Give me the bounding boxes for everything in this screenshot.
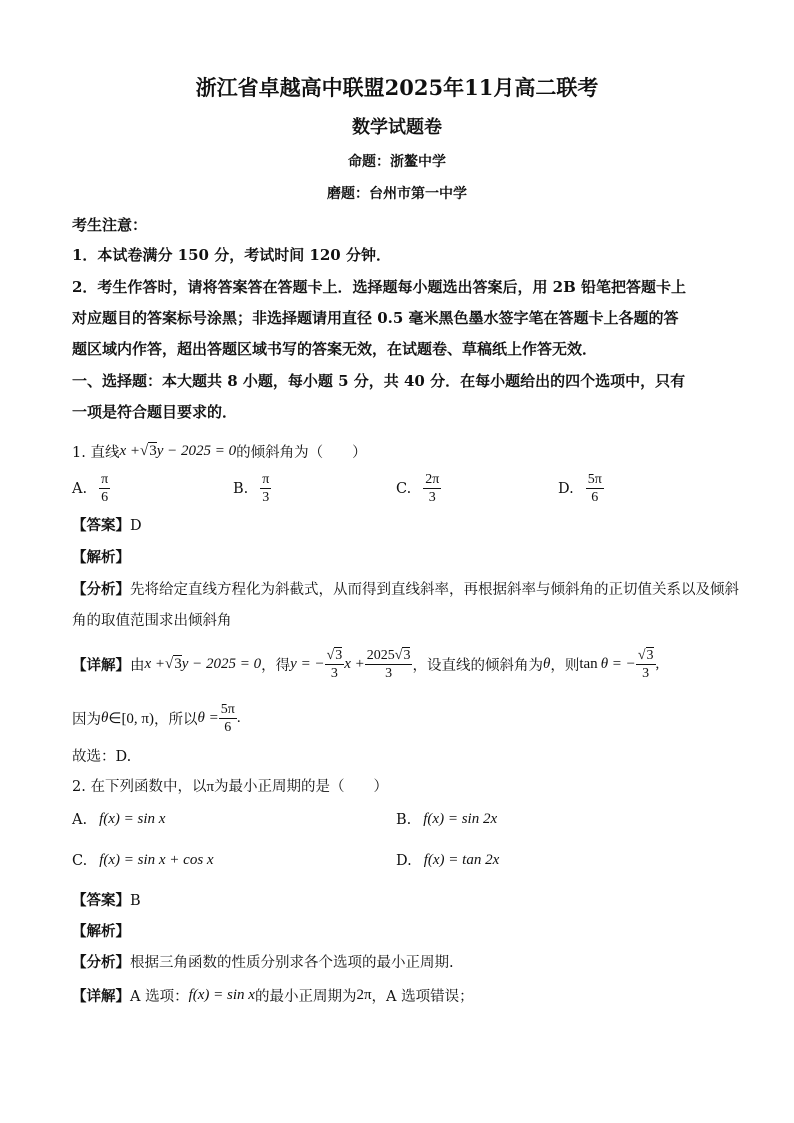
q1-detail: 【详解】 由 x + √ 3 y − 2025 = 0 ，得 y = − $\frac{√3}{3}$ x + $\frac{2025√3}{3}$ ，设直线的倾斜角为 θ ，则 tan θ = − $\frac{√3}{3}$ , bbox=[72, 647, 660, 681]
notice-item-2-line-3: 题区域内作答，超出答题区域书写的答案无效，在试题卷、草稿纸上作答无效． bbox=[72, 340, 598, 358]
q2-option-a: A. f(x) = sin x bbox=[72, 811, 166, 828]
notice-heading: 考生注意： bbox=[72, 216, 148, 234]
q1-stem: 1. 直线 x + √ 3 y − 2025 = 0 的倾斜角为（ ） bbox=[72, 442, 367, 461]
q2-detail: 【详解】 A 选项： f(x) = sin x 的最小正周期为 2π ，A 选项错误； bbox=[72, 987, 474, 1005]
q1-because: 因为 θ ∈[0, π) ，所以 θ = $\frac{5\pi}{6}$ . bbox=[72, 701, 241, 735]
q2-jiexi: 【解析】 bbox=[72, 923, 130, 940]
q1-option-a: A. $\frac{\pi}{6}$ bbox=[72, 472, 109, 505]
q1-option-c: C. $\frac{2\pi}{3}$ bbox=[396, 472, 440, 505]
notice-item-2-line-2: 对应题目的答案标号涂黑；非选择题请用直径 0.5 毫米黑色墨水签字笔在答题卡上各题的答 bbox=[72, 309, 679, 327]
q2-answer: 【答案】B bbox=[72, 892, 141, 909]
section-1-line-1: 一、选择题：本大题共 8 小题，每小题 5 分，共 40 分．在每小题给出的四个选项中，只有 bbox=[72, 372, 686, 390]
q2-option-d: D. f(x) = tan 2x bbox=[396, 852, 500, 869]
q2-option-c: C. f(x) = sin x + cos x bbox=[72, 852, 214, 869]
q2-analysis: 【分析】根据三角函数的性质分别求各个选项的最小正周期. bbox=[72, 954, 454, 971]
exam-title: 浙江省卓越高中联盟2025年11月高二联考 bbox=[195, 75, 599, 100]
exam-subtitle: 数学试题卷 bbox=[352, 117, 442, 138]
q2-option-b: B. f(x) = sin 2x bbox=[396, 811, 498, 828]
section-1-line-2: 一项是符合题目要求的． bbox=[72, 403, 238, 421]
q1-answer: 【答案】D bbox=[72, 517, 142, 534]
notice-item-2-line-1: 2．考生作答时，请将答案答在答题卡上．选择题每小题选出答案后，用 2B 铅笔把答题卡上 bbox=[72, 278, 687, 296]
q1-choose: 故选：D. bbox=[72, 749, 132, 765]
q1-jiexi: 【解析】 bbox=[72, 549, 130, 566]
q2-stem: 2. 在下列函数中，以π为最小正周期的是（ ） bbox=[72, 779, 389, 795]
q1-option-d: D. $\frac{5\pi}{6}$ bbox=[558, 472, 602, 505]
q1-option-b: B. $\frac{\pi}{3}$ bbox=[233, 472, 270, 505]
q1-analysis-line-1: 【分析】先将给定直线方程化为斜截式，从而得到直线斜率，再根据斜率与倾斜角的正切值关系以及倾斜 bbox=[72, 581, 739, 598]
proposer-line: 命题：浙鳌中学 bbox=[348, 154, 446, 170]
q1-analysis-line-2: 角的取值范围求出倾斜角 bbox=[72, 613, 232, 629]
reviewer-line: 磨题：台州市第一中学 bbox=[327, 186, 467, 202]
notice-item-1: 1．本试卷满分 150 分，考试时间 120 分钟． bbox=[72, 246, 391, 264]
